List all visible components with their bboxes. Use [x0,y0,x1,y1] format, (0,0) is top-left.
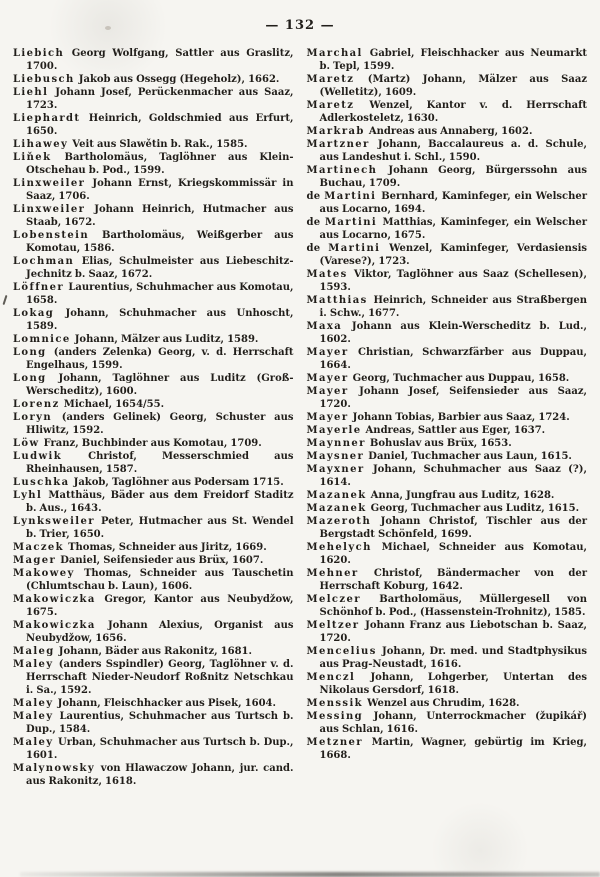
directory-entry: Linxweiler Johann Ernst, Kriegskommissär in Saaz, 1706. [13,178,294,202]
entry-surname: Mager [13,555,57,566]
entry-surname: Martini [324,217,378,228]
directory-entry: Markrab Andreas aus Annaberg, 1602. [306,126,533,137]
entry-surname: Mayerle [306,425,362,436]
directory-entry: Martinech Johann Georg, Bürgerssohn aus Buchau, 1709. [306,165,587,189]
entry-surname: Martzner [306,139,370,150]
directory-entry: Melczer Bartholomäus, Müllergesell von Schönhof b. Pod., (Hassenstein-Trohnitz), 1585. [306,594,587,618]
directory-entry: Maxa Johann aus Klein-Werscheditz b. Lud., 1602. [306,321,587,345]
entry-surname: Liebusch [13,74,75,85]
directory-entry: Lynksweiler Peter, Hutmacher aus St. Wendel b. Trier, 1650. [13,516,294,540]
directory-entry: Makowiczka Johann Alexius, Organist aus Neubydžow, 1656. [13,620,294,644]
entry-surname: Löffner [13,282,65,293]
directory-entry: Menssik Wenzel aus Chrudim, 1628. [306,698,520,709]
entry-name-prefix: de [306,243,329,254]
entry-surname: Menssik [306,698,363,709]
entry-surname: Mazanek [306,503,367,514]
entry-surname: Mayer [306,412,349,423]
directory-entry: Mencelius Johann, Dr. med. und Stadtphysikus aus Prag-Neustadt, 1616. [306,646,587,670]
directory-entry: Lihawey Veit aus Slawětin b. Rak., 1585. [13,139,248,150]
directory-entry: Loryn (anders Gelinek) Georg, Schuster aus Hliwitz, 1592. [13,412,294,436]
entry-surname: Maley [13,659,54,670]
entry-surname: Maretz [306,74,355,85]
entry-surname: Malynowsky [13,763,96,774]
directory-entry: Lochman Elias, Schulmeister aus Liebeschitz-Jechnitz b. Saaz, 1672. [13,256,294,280]
directory-entry: Matthias Heinrich, Schneider aus Straßbergen i. Schw., 1677. [306,295,587,319]
directory-entry: Marchal Gabriel, Fleischhacker aus Neumarkt b. Tepl, 1599. [306,48,587,72]
entry-surname: Messing [306,711,364,722]
entry-surname: Makowey [13,568,75,579]
directory-entry: Makowey Thomas, Schneider aus Tauschetin (Chlumtschau b. Laun), 1606. [13,568,294,592]
directory-entry: Löw Franz, Buchbinder aus Komotau, 1709. [13,438,262,449]
entry-surname: Maley [13,711,54,722]
directory-entry: de Martini Matthias, Kaminfeger, ein Welscher aus Locarno, 1675. [306,217,587,241]
directory-entry: Mehelych Michael, Schneider aus Komotau, 1620. [306,542,587,566]
entry-surname: Lokag [13,308,55,319]
directory-entry: Lokag Johann, Schuhmacher aus Unhoscht, 1589. [13,308,294,332]
directory-entry: Maysner Daniel, Tuchmacher aus Laun, 1615. [306,451,572,462]
entry-surname: Ludwik [13,451,63,462]
entry-name-prefix: de [306,217,325,228]
directory-entry: Liehl Johann Josef, Perückenmacher aus Saaz, 1723. [13,87,294,111]
directory-entry: Messing Johann, Unterrockmacher (župikář) aus Schlan, 1616. [306,711,587,735]
entry-surname: Maley [13,698,54,709]
directory-entry: Mayxner Johann, Schuhmacher aus Saaz (?), 1614. [306,464,587,488]
entry-surname: Long [13,347,47,358]
entry-surname: Mehner [306,568,359,579]
directory-entry: Mayer Johann Tobias, Barbier aus Saaz, 1724. [306,412,570,423]
directory-entry: Maczek Thomas, Schneider aus Jiritz, 1669. [13,542,267,553]
entry-surname: Mayer [306,373,349,384]
directory-entry: Metzner Martin, Wagner, gebürtig im Krieg, 1668. [306,737,587,761]
entry-name-prefix: de [306,191,325,202]
entry-surname: Long [13,373,47,384]
directory-entry: Ludwik Christof, Messerschmied aus Rheinhausen, 1587. [13,451,294,475]
entry-surname: Mayxner [306,464,365,475]
entry-surname: Maxa [306,321,343,332]
directory-entry: Martzner Johann, Baccalaureus a. d. Schule, aus Landeshut i. Schl., 1590. [306,139,587,163]
directory-entry: Lyhl Matthäus, Bäder aus dem Freidorf Staditz b. Aus., 1643. [13,490,294,514]
directory-entry: Lorenz Michael, 1654/55. [13,399,165,410]
entry-surname: Makowiczka [13,620,96,631]
directory-entry: Malynowsky von Hlawaczow Johann, jur. cand. aus Rakonitz, 1618. [13,763,294,787]
directory-entry: Mazanek Georg, Tuchmacher aus Luditz, 1615. [306,503,580,514]
page-number: — 132 — [265,18,335,33]
directory-entry: Mates Viktor, Taglöhner aus Saaz (Schellesen), 1593. [306,269,587,293]
entry-surname: Löw [13,438,40,449]
directory-entry: Liebusch Jakob aus Ossegg (Hegeholz), 1662. [13,74,280,85]
entry-surname: Mehelych [306,542,372,553]
directory-entry: Lomnice Johann, Mälzer aus Luditz, 1589. [13,334,259,345]
entry-surname: Linxweiler [13,204,86,215]
entry-surname: Mayer [306,347,349,358]
directory-entry: Long Johann, Taglöhner aus Luditz (Groß-Werscheditz), 1600. [13,373,294,397]
directory-entry: Maley Laurentius, Schuhmacher aus Turtsch b. Dup., 1584. [13,711,294,735]
directory-entry: Mayer Christian, Schwarzfärber aus Duppau, 1664. [306,347,587,371]
entry-surname: Maczek [13,542,65,553]
entry-surname: Martini [328,243,381,254]
entry-surname: Liehl [13,87,49,98]
entry-surname: Mazeroth [306,516,372,527]
directory-entry: Long (anders Zelenka) Georg, v. d. Herrschaft Engelhaus, 1599. [13,347,294,371]
directory-entry: Löffner Laurentius, Schuhmacher aus Komotau, 1658. [13,282,294,306]
directory-entry: Mazeroth Johann Christof, Tischler aus der Bergstadt Schönfeld, 1699. [306,516,587,540]
directory-entry: Liňek Bartholomäus, Taglöhner aus Klein-Otschehau b. Pod., 1599. [13,152,294,176]
directory-entry: de Martini Wenzel, Kaminfeger, Verdasiensis (Varese?), 1723. [306,243,587,267]
entry-surname: Makowiczka [13,594,96,605]
entry-surname: Maynner [306,438,366,449]
entry-surname: Maley [13,737,54,748]
entry-surname: Maretz [306,100,355,111]
entry-surname: Loryn [13,412,53,423]
directory-entry: Mazanek Anna, Jungfrau aus Luditz, 1628. [306,490,555,501]
entry-surname: Maysner [306,451,365,462]
directory-entry: de Martini Bernhard, Kaminfeger, ein Welscher aus Locarno, 1694. [306,191,587,215]
directory-entry: Mayerle Andreas, Sattler aus Eger, 1637. [306,425,546,436]
directory-entry: Liebich Georg Wolfgang, Sattler aus Graslitz, 1700. [13,48,294,72]
directory-entry: Linxweiler Johann Heinrich, Hutmacher aus Staab, 1672. [13,204,294,228]
directory-entry: Maleg Johann, Bäder aus Rakonitz, 1681. [13,646,252,657]
directory-entry: Lobenstein Bartholomäus, Weißgerber aus Komotau, 1586. [13,230,294,254]
entry-surname: Menczl [306,672,356,683]
entry-surname: Linxweiler [13,178,86,189]
entry-surname: Lobenstein [13,230,90,241]
entry-surname: Liephardt [13,113,81,124]
entry-surname: Lihawey [13,139,69,150]
entry-surname: Liebich [13,48,65,59]
entry-surname: Matthias [306,295,368,306]
entry-surname: Mencelius [306,646,377,657]
directory-entry: Mayer Georg, Tuchmacher aus Duppau, 1658. [306,373,570,384]
directory-entry: Maley Urban, Schuhmacher aus Turtsch b. Dup., 1601. [13,737,294,761]
directory-entry: Luschka Jakob, Taglöhner aus Podersam 1715. [13,477,284,488]
entry-surname: Mates [306,269,348,280]
entry-surname: Martinech [306,165,378,176]
entry-surname: Lochman [13,256,75,267]
directory-entry: Menczl Johann, Lohgerber, Untertan des Nikolaus Gersdorf, 1618. [306,672,587,696]
entry-surname: Lomnice [13,334,71,345]
right-column [307,47,588,788]
entry-surname: Markrab [306,126,365,137]
directory-entry: Meltzer Johann Franz aus Liebotschan b. Saaz, 1720. [306,620,587,644]
directory-entry: Maynner Bohuslav aus Brüx, 1653. [306,438,512,449]
two-column-text-block [0,47,600,788]
entry-surname: Mazanek [306,490,367,501]
directory-entry: Liephardt Heinrich, Goldschmied aus Erfurt, 1650. [13,113,294,137]
directory-entry: Mager Daniel, Seifensieder aus Brüx, 1607. [13,555,264,566]
entry-surname: Marchal [306,48,363,59]
entry-surname: Maleg [13,646,55,657]
directory-entry: Maley (anders Sspindler) Georg, Taglöhner v. d. Herrschaft Nieder-Neudorf Roßnitz Netschkau i. Sa., 1592. [13,659,294,696]
entry-surname: Lynksweiler [13,516,95,527]
entry-surname: Lorenz [13,399,60,410]
entry-surname: Mayer [306,386,349,397]
directory-entry: Maley Johann, Fleischhacker aus Pisek, 1604. [13,698,276,709]
directory-entry: Maretz (Martz) Johann, Mälzer aus Saaz (Welletitz), 1609. [306,74,587,98]
directory-entry: Makowiczka Gregor, Kantor aus Neubydžow, 1675. [13,594,294,618]
directory-entry: Maretz Wenzel, Kantor v. d. Herrschaft Adlerkosteletz, 1630. [306,100,587,124]
entry-surname: Liňek [13,152,52,163]
entry-surname: Lyhl [13,490,43,501]
left-column [13,47,294,788]
entry-surname: Luschka [13,477,70,488]
directory-entry: Mayer Johann Josef, Seifensieder aus Saaz, 1720. [306,386,587,410]
entry-surname: Metzner [306,737,363,748]
entry-surname: Meltzer [306,620,360,631]
directory-entry: Mehner Christof, Bändermacher von der Herrschaft Koburg, 1642. [306,568,587,592]
entry-surname: Martini [324,191,377,202]
entry-surname: Melczer [306,594,361,605]
